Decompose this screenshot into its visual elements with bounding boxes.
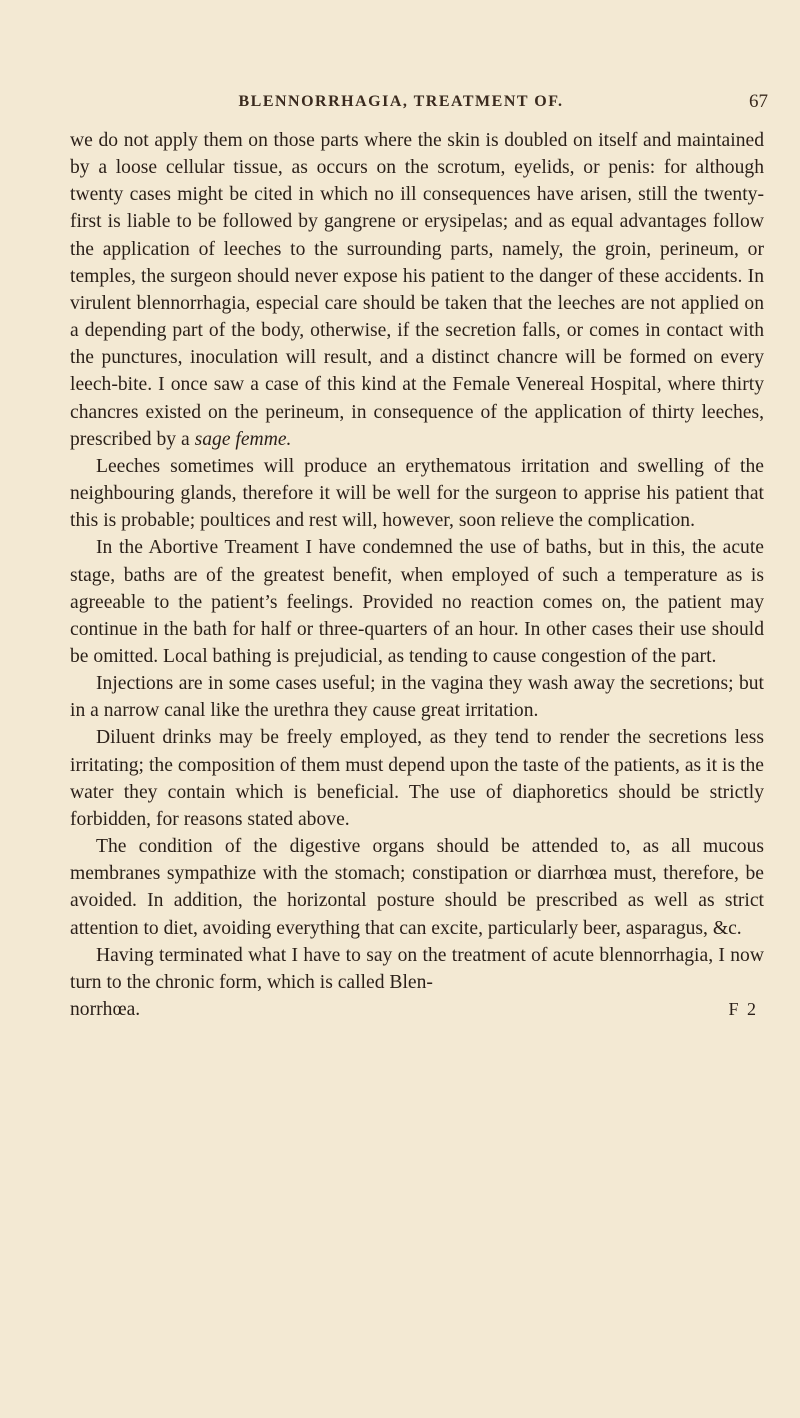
body-text bbox=[70, 127, 764, 1023]
final-word: norrhœa. bbox=[70, 999, 141, 1020]
page-number: 67 bbox=[749, 91, 768, 112]
final-line bbox=[70, 996, 764, 1023]
signature-mark: F 2 bbox=[728, 999, 758, 1019]
paragraph-7: Having terminated what I have to say on the treatment of acute blennorrhagia, I now turn to the chronic form, which is called Blen- bbox=[70, 944, 764, 993]
paragraph-4: Injections are in some cases useful; in the vagina they wash away the secretions; but in a narrow canal like the urethra they cause great irritation. bbox=[70, 673, 764, 722]
running-head: BLENNORRHAGIA, TREATMENT OF. bbox=[238, 93, 564, 110]
paragraph-2: Leeches sometimes will produce an erythematous irritation and swelling of the neighbouring glands, therefore it will be well for the surgeon to apprise his patient that this is probable; poultices and rest will, however, soon relieve the complication. bbox=[70, 455, 764, 532]
paragraph-3: In the Abortive Treament I have condemned the use of baths, but in this, the acute stage, baths are of the greatest benefit, when employed of such a temperature as is agreeable to the patient’s feelings. Provided no reaction comes on, the patient may continue in the bath for half or three-quarters of an hour. In other cases their use should be omitted. Local bathing is prejudicial, as tending to cause congestion of the part. bbox=[70, 537, 764, 667]
paragraph-1 bbox=[70, 127, 764, 453]
italic-term: sage femme. bbox=[194, 428, 292, 450]
paragraph-5: Diluent drinks may be freely employed, as they tend to render the secretions less irritating; the composition of them must depend upon the taste of the patients, as it is the water they contain which is beneficial. The use of diaphoretics should be strictly forbidden, for reasons stated above. bbox=[70, 727, 764, 830]
paragraph-1-text: we do not apply them on those parts where the skin is doubled on itself and maintained by a loose cellular tissue, as occurs on the scrotum, eyelids, or penis: for although twenty cases might be cited in which no ill consequences have arisen, still the twenty-first is liable to be followed by gangrene or erysipelas; and as equal advantages follow the application of leeches to the surrounding parts, namely, the groin, perineum, or temples, the surgeon should never expose his patient to the danger of these accidents. In virulent blennorrhagia, especial care should be taken that the leeches are not applied on a depending part of the body, otherwise, if the secretion falls, or comes in contact with the punctures, inoculation will result, and a distinct chancre will be formed on every leech-bite. I once saw a case of this kind at the Female Venereal Hospital, where thirty chancres existed on the perineum, in consequence of the application of thirty leeches, prescribed by a bbox=[70, 130, 764, 450]
paragraph-6: The condition of the digestive organs should be attended to, as all mucous membranes sympathize with the stomach; constipation or diarrhœa must, therefore, be avoided. In addition, the horizontal posture should be prescribed as well as strict attention to diet, avoiding everything that can excite, particularly beer, asparagus, &c. bbox=[70, 836, 764, 939]
